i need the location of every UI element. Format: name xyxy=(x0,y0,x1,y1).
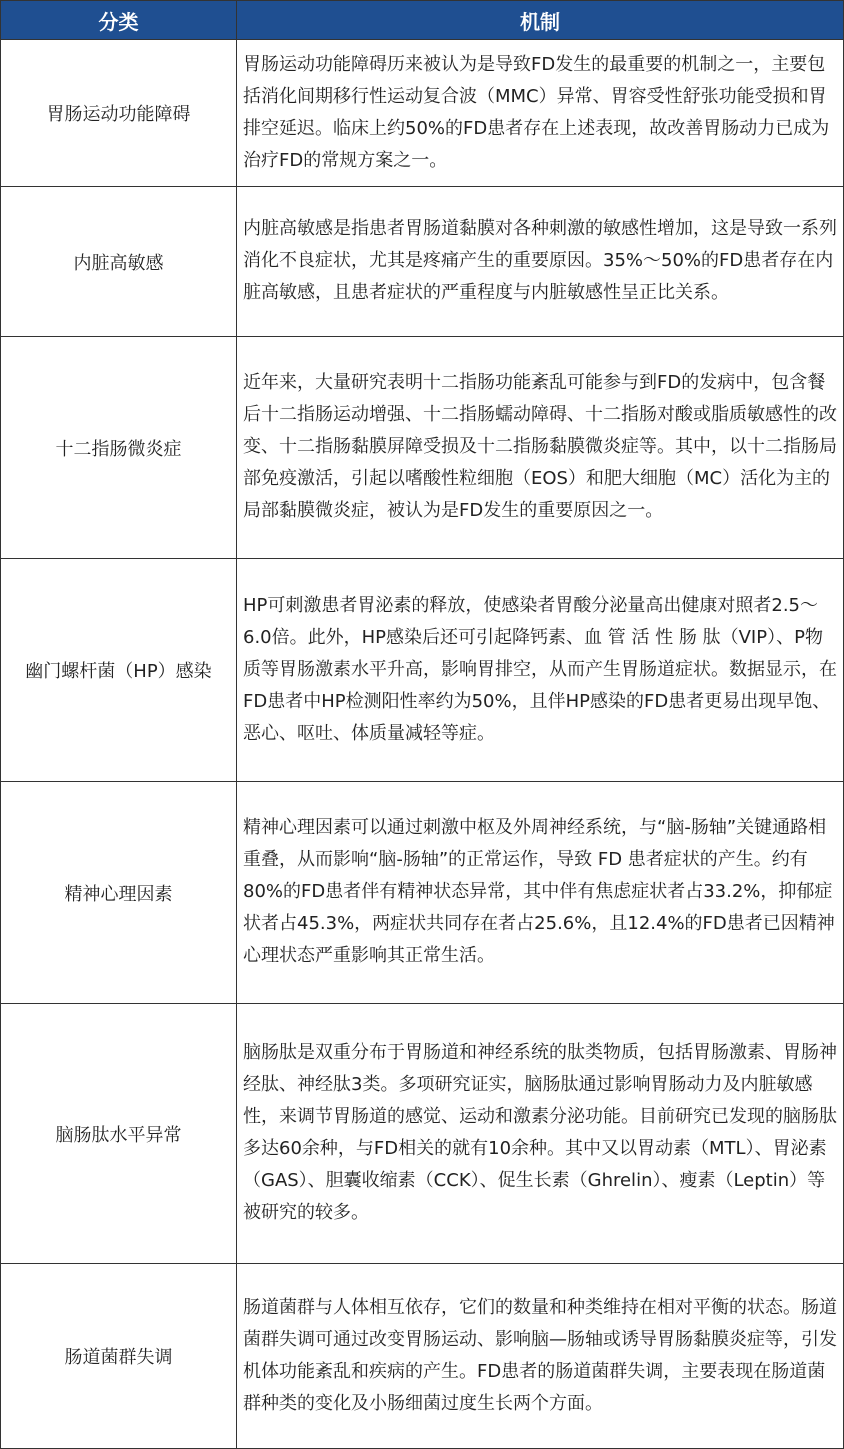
mechanism-cell: 胃肠运动功能障碍历来被认为是导致FD发生的最重要的机制之一，主要包括消化间期移行性运动复合波（MMC）异常、胃容受性舒张功能受损和胃排空延迟。临床上约50%的FD患者存在上述表现，故改善胃肠动力已成为治疗FD的常规方案之一。 xyxy=(237,40,844,187)
table-row xyxy=(1,187,844,337)
table-row xyxy=(1,40,844,187)
category-cell: 内脏高敏感 xyxy=(1,187,237,337)
category-cell: 脑肠肽水平异常 xyxy=(1,1004,237,1264)
mechanism-cell: 近年来，大量研究表明十二指肠功能紊乱可能参与到FD的发病中，包含餐后十二指肠运动增强、十二指肠蠕动障碍、十二指肠对酸或脂质敏感性的改变、十二指肠黏膜屏障受损及十二指肠黏膜微炎症等。其中，以十二指肠局部免疫激活，引起以嗜酸性粒细胞（EOS）和肥大细胞（MC）活化为主的局部黏膜微炎症，被认为是FD发生的重要原因之一。 xyxy=(237,337,844,559)
header-category: 分类 xyxy=(1,1,237,40)
table-row xyxy=(1,337,844,559)
mechanism-cell: 精神心理因素可以通过刺激中枢及外周神经系统，与“脑-肠轴”关键通路相重叠，从而影响“脑-肠轴”的正常运作，导致 FD 患者症状的产生。约有80%的FD患者伴有精神状态异常，其中伴有焦虑症状者占33.2%，抑郁症状者占45.3%，两症状共同存在者占25.6%，且12.4%的FD患者已因精神心理状态严重影响其正常生活。 xyxy=(237,782,844,1004)
mechanism-cell: 肠道菌群与人体相互依存，它们的数量和种类维持在相对平衡的状态。肠道菌群失调可通过改变胃肠运动、影响脑—肠轴或诱导胃肠黏膜炎症等，引发机体功能紊乱和疾病的产生。FD患者的肠道菌群失调，主要表现在肠道菌群种类的变化及小肠细菌过度生长两个方面。 xyxy=(237,1264,844,1449)
header-row xyxy=(1,1,844,40)
category-cell: 胃肠运动功能障碍 xyxy=(1,40,237,187)
table-row xyxy=(1,1004,844,1264)
category-cell: 幽门螺杆菌（HP）感染 xyxy=(1,559,237,782)
mechanism-cell: HP可刺激患者胃泌素的释放，使感染者胃酸分泌量高出健康对照者2.5～6.0倍。此外，HP感染后还可引起降钙素、血 管 活 性 肠 肽（VIP）、P物质等胃肠激素水平升高，影响胃排空，从而产生胃肠道症状。数据显示，在FD患者中HP检测阳性率约为50%，且伴HP感染的FD患者更易出现早饱、恶心、呕吐、体质量减轻等症。 xyxy=(237,559,844,782)
mechanism-cell: 内脏高敏感是指患者胃肠道黏膜对各种刺激的敏感性增加，这是导致一系列消化不良症状，尤其是疼痛产生的重要原因。35%～50%的FD患者存在内脏高敏感，且患者症状的严重程度与内脏敏感性呈正比关系。 xyxy=(237,187,844,337)
category-cell: 精神心理因素 xyxy=(1,782,237,1004)
table-row xyxy=(1,1264,844,1449)
category-cell: 肠道菌群失调 xyxy=(1,1264,237,1449)
category-cell: 十二指肠微炎症 xyxy=(1,337,237,559)
table-row xyxy=(1,559,844,782)
mechanism-cell: 脑肠肽是双重分布于胃肠道和神经系统的肽类物质，包括胃肠激素、胃肠神经肽、神经肽3类。多项研究证实，脑肠肽通过影响胃肠动力及内脏敏感性，来调节胃肠道的感觉、运动和激素分泌功能。目前研究已发现的脑肠肽多达60余种，与FD相关的就有10余种。其中又以胃动素（MTL）、胃泌素（GAS）、胆囊收缩素（CCK）、促生长素（Ghrelin）、瘦素（Leptin）等被研究的较多。 xyxy=(237,1004,844,1264)
header-mechanism: 机制 xyxy=(237,1,844,40)
table-row xyxy=(1,782,844,1004)
